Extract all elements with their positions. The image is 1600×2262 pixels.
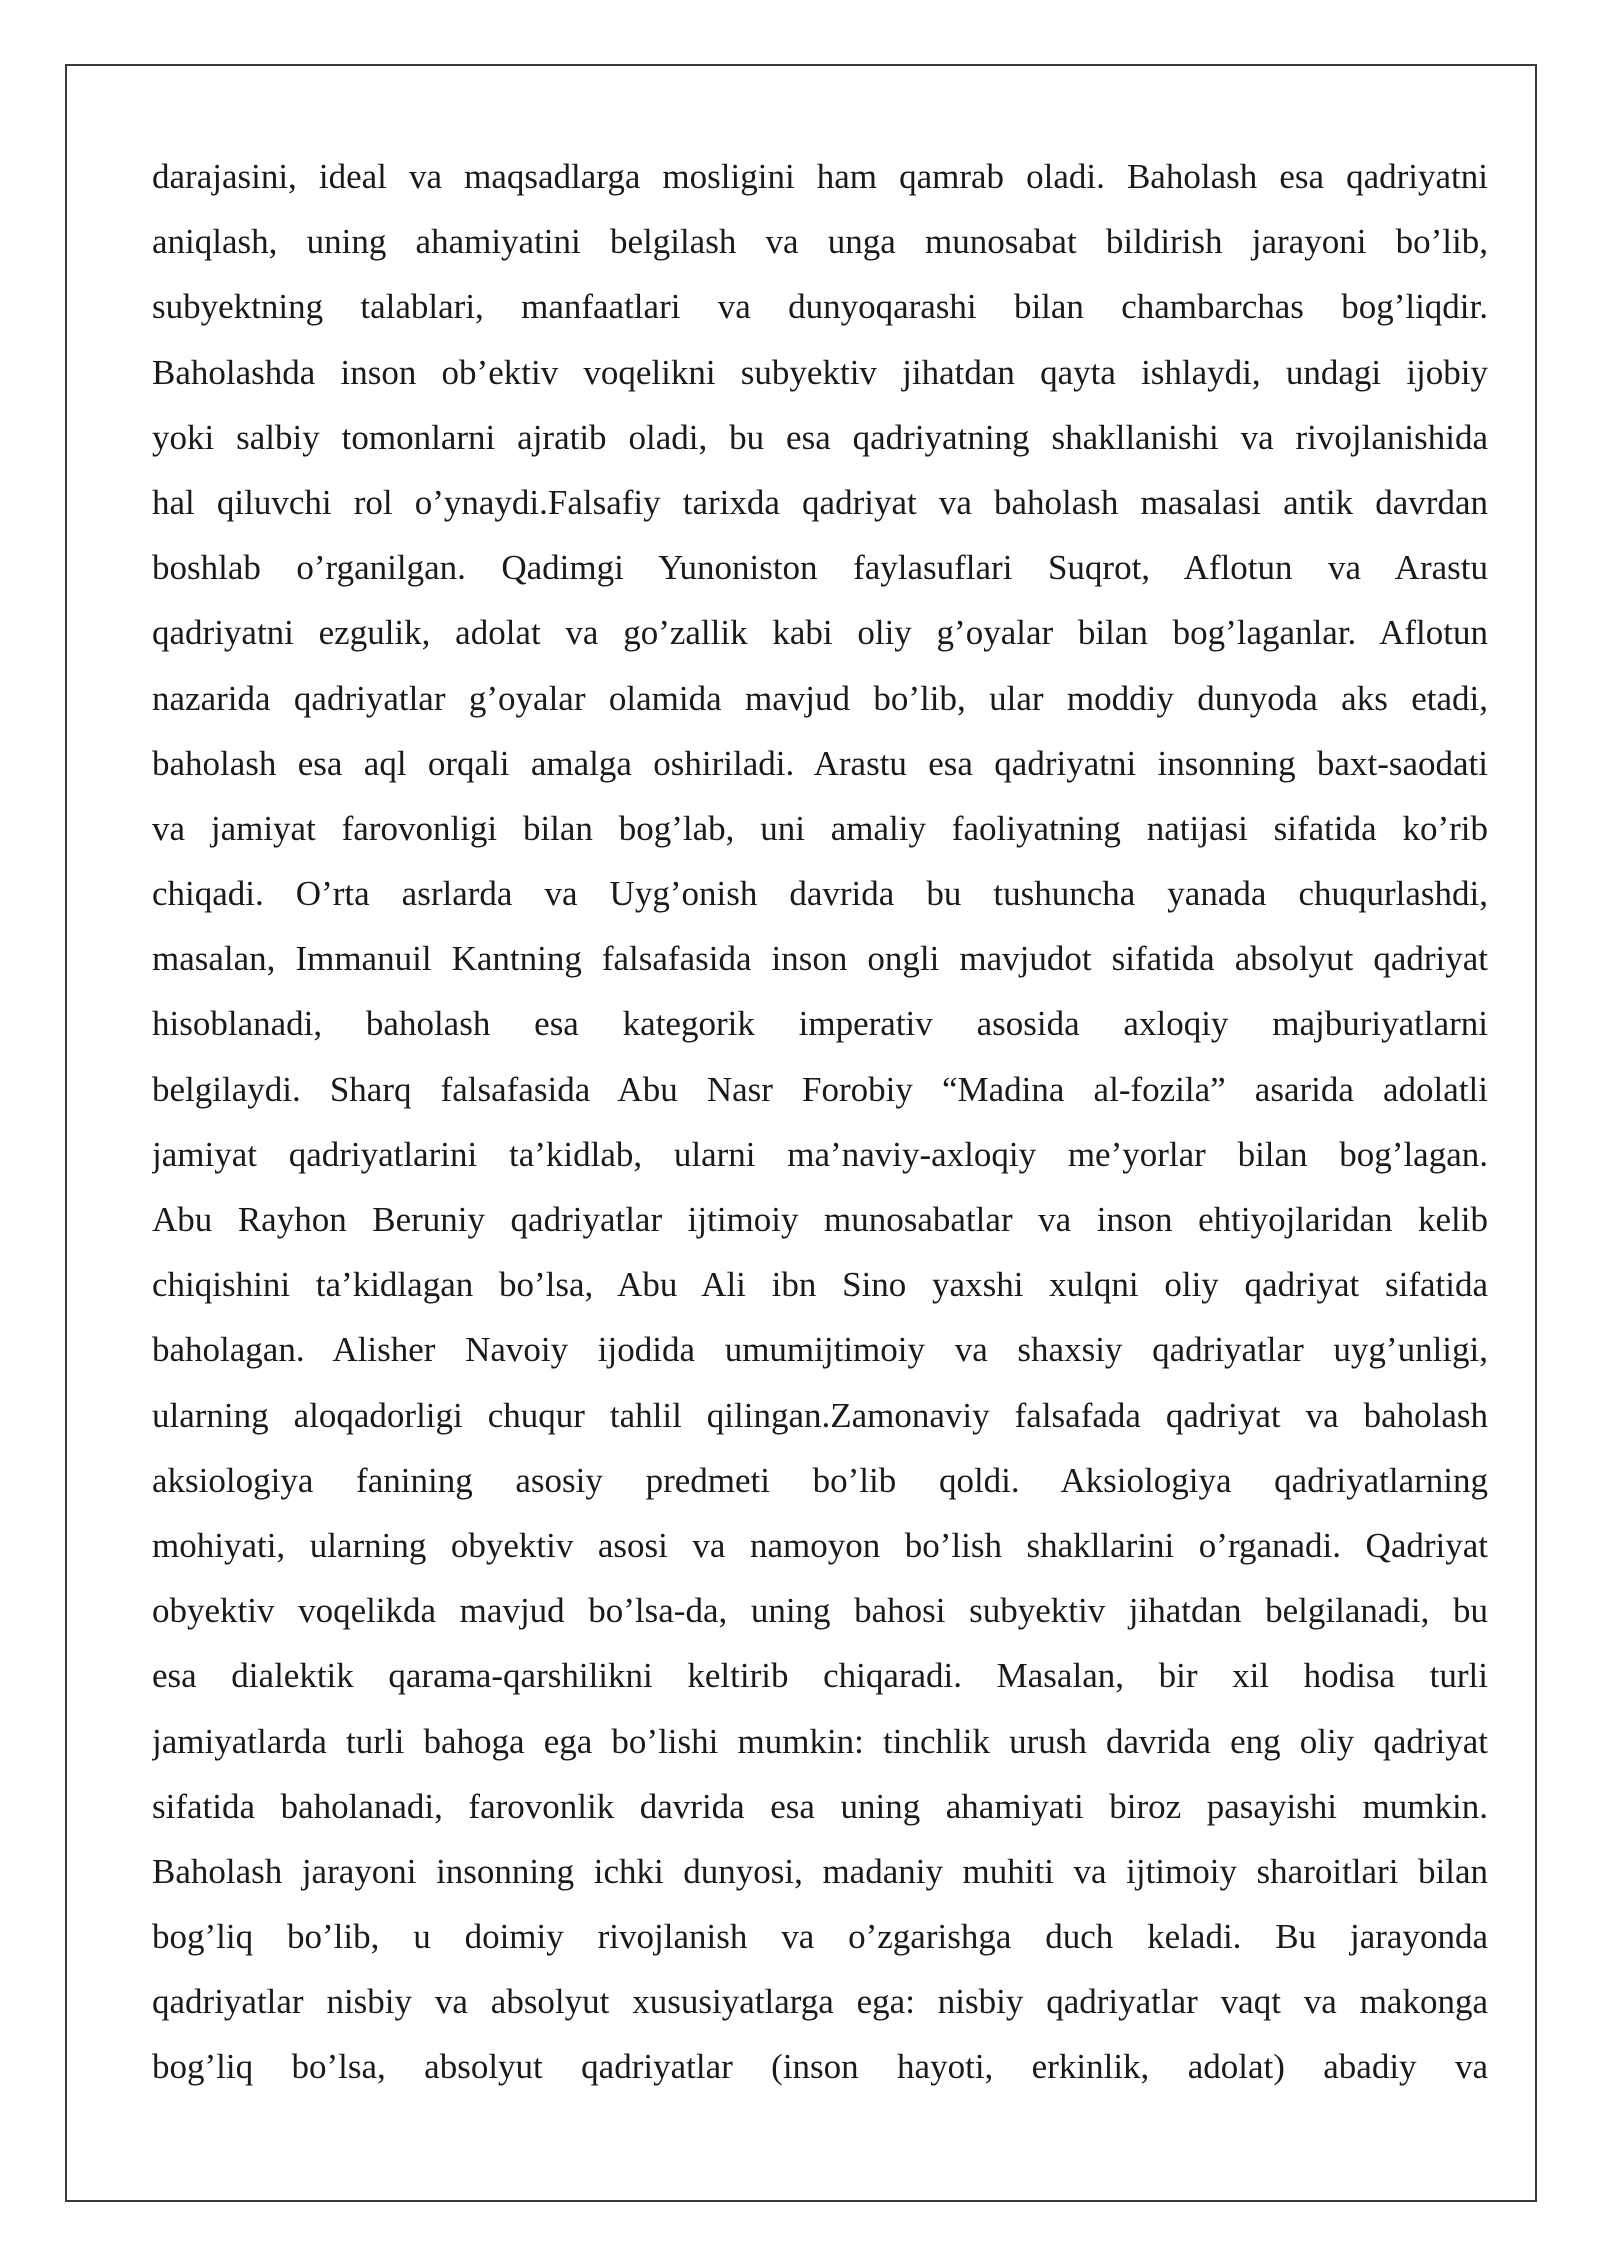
text-line: va jamiyat farovonligi bilan bog’lab, uni amaliy faoliyatning natijasi sifatida ko’rib — [152, 808, 1488, 848]
text-line: qadriyatni ezgulik, adolat va go’zallik kabi oliy g’oyalar bilan bog’laganlar. Aflotun — [152, 613, 1488, 653]
text-line: chiqishini ta’kidlagan bo’lsa, Abu Ali ibn Sino yaxshi xulqni oliy qadriyat sifatida — [152, 1265, 1488, 1305]
text-line: qadriyatlar nisbiy va absolyut xususiyatlarga ega: nisbiy qadriyatlar vaqt va makonga — [152, 1982, 1488, 2022]
text-line: sifatida baholanadi, farovonlik davrida esa uning ahamiyati biroz pasayishi mumkin. — [152, 1786, 1488, 1826]
text-line: aniqlash, uning ahamiyatini belgilash va unga munosabat bildirish jarayoni bo’lib, — [152, 222, 1488, 262]
text-line: ularning aloqadorligi chuqur tahlil qilingan.Zamonaviy falsafada qadriyat va baholash — [152, 1395, 1488, 1435]
text-line: boshlab o’rganilgan. Qadimgi Yunoniston faylasuflari Suqrot, Aflotun va Arastu — [152, 548, 1488, 588]
text-line: aksiologiya fanining asosiy predmeti bo’lib qoldi. Aksiologiya qadriyatlarning — [152, 1460, 1488, 1500]
text-line: baholagan. Alisher Navoiy ijodida umumijtimoiy va shaxsiy qadriyatlar uyg’unligi, — [152, 1330, 1488, 1370]
text-line: hisoblanadi, baholash esa kategorik imperativ asosida axloqiy majburiyatlarni — [152, 1004, 1488, 1044]
text-line: mohiyati, ularning obyektiv asosi va namoyon bo’lish shakllarini o’rganadi. Qadriyat — [152, 1525, 1488, 1565]
text-line: esa dialektik qarama-qarshilikni keltirib chiqaradi. Masalan, bir xil hodisa turli — [152, 1656, 1488, 1696]
body-text — [152, 144, 1488, 2100]
text-line: belgilaydi. Sharq falsafasida Abu Nasr Forobiy “Madina al-fozila” asarida adolatli — [152, 1069, 1488, 1109]
text-line: chiqadi. O’rta asrlarda va Uyg’onish davrida bu tushuncha yanada chuqurlashdi, — [152, 874, 1488, 914]
text-line: nazarida qadriyatlar g’oyalar olamida mavjud bo’lib, ular moddiy dunyoda aks etadi, — [152, 678, 1488, 718]
text-line: obyektiv voqelikda mavjud bo’lsa-da, uning bahosi subyektiv jihatdan belgilanadi, bu — [152, 1591, 1488, 1631]
text-line: baholash esa aql orqali amalga oshiriladi. Arastu esa qadriyatni insonning baxt-saodati — [152, 743, 1488, 783]
text-line: masalan, Immanuil Kantning falsafasida inson ongli mavjudot sifatida absolyut qadriyat — [152, 939, 1488, 979]
text-line: bog’liq bo’lib, u doimiy rivojlanish va o’zgarishga duch keladi. Bu jarayonda — [152, 1917, 1488, 1957]
text-line: bog’liq bo’lsa, absolyut qadriyatlar (inson hayoti, erkinlik, adolat) abadiy va — [152, 2047, 1488, 2087]
text-line: Baholashda inson ob’ektiv voqelikni subyektiv jihatdan qayta ishlaydi, undagi ijobiy — [152, 352, 1488, 392]
text-line: Abu Rayhon Beruniy qadriyatlar ijtimoiy munosabatlar va inson ehtiyojlaridan kelib — [152, 1200, 1488, 1239]
text-line: hal qiluvchi rol o’ynaydi.Falsafiy tarixda qadriyat va baholash masalasi antik davrdan — [152, 482, 1488, 522]
text-line: subyektning talablari, manfaatlari va dunyoqarashi bilan chambarchas bog’liqdir. — [152, 287, 1488, 327]
text-line: yoki salbiy tomonlarni ajratib oladi, bu esa qadriyatning shakllanishi va rivojlanishida — [152, 417, 1488, 457]
text-line: darajasini, ideal va maqsadlarga mosligini ham qamrab oladi. Baholash esa qadriyatni — [152, 157, 1488, 196]
text-line: jamiyat qadriyatlarini ta’kidlab, ularni ma’naviy-axloqiy me’yorlar bilan bog’lagan. — [152, 1134, 1488, 1174]
text-line: jamiyatlarda turli bahoga ega bo’lishi mumkin: tinchlik urush davrida eng oliy qadriyat — [152, 1721, 1488, 1761]
text-line: Baholash jarayoni insonning ichki dunyosi, madaniy muhiti va ijtimoiy sharoitlari bilan — [152, 1851, 1488, 1891]
